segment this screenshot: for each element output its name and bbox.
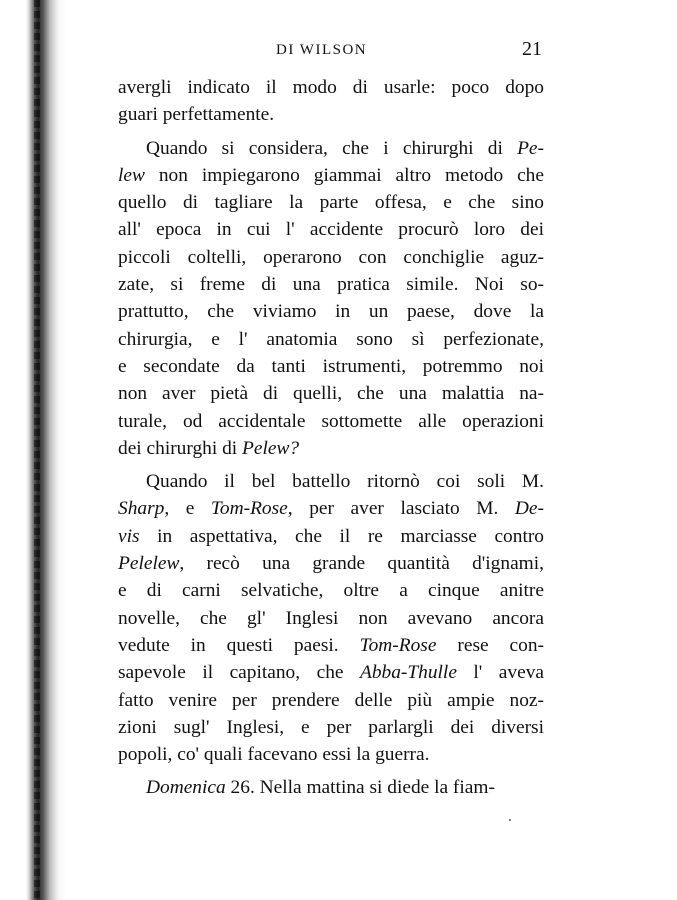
- text-line: [118, 687, 544, 714]
- text-line: [118, 326, 544, 353]
- text-line: [118, 577, 544, 604]
- page-number: 21: [522, 38, 542, 60]
- text-run: turale, od accidentale sottomette alle operazioni: [118, 410, 544, 432]
- italic-text: Pelelew: [118, 553, 180, 575]
- text-line: [118, 298, 544, 325]
- text-line: [118, 101, 544, 128]
- text-line: [118, 523, 544, 550]
- italic-text: Pe-: [517, 137, 544, 159]
- text-run: e secondate da tanti istrumenti, potremmo noi: [118, 355, 544, 377]
- text-run: non aver pietà di quelli, che una malattia na-: [118, 383, 544, 405]
- text-run: all' epoca in cui l' accidente procurò loro dei: [118, 219, 544, 241]
- text-line: [118, 244, 544, 271]
- text-run: popoli, co' quali facevano essi la guerra.: [118, 744, 430, 766]
- text-run: guari perfettamente.: [118, 104, 275, 126]
- text-line: [118, 189, 544, 216]
- text-line: [118, 774, 544, 801]
- italic-text: Pelew?: [242, 437, 300, 459]
- text-line: [118, 74, 544, 101]
- text-line: [118, 380, 544, 407]
- text-run: , recò una grande quantità d'ignami,: [179, 553, 544, 575]
- text-run: vedute in questi paesi.: [118, 634, 360, 656]
- body-text: [118, 74, 544, 802]
- text-line: [118, 632, 544, 659]
- text-line: [118, 550, 544, 577]
- text-run: dei chirurghi di: [118, 437, 243, 459]
- italic-text: lew: [118, 164, 145, 186]
- page-header: [118, 38, 542, 68]
- text-run: avergli indicato il modo di usarle: poco dopo: [118, 77, 544, 98]
- text-line: [118, 495, 544, 522]
- text-line: [118, 714, 544, 741]
- text-line: [118, 605, 544, 632]
- paper-speck: [509, 819, 511, 821]
- text-run: zate, si freme di una pratica simile. Noi so-: [118, 274, 544, 296]
- text-line: [118, 271, 544, 298]
- text-line: [118, 216, 544, 243]
- text-run: Quando il bel battello ritornò coi soli M.: [146, 471, 544, 493]
- italic-text: vis: [118, 525, 140, 547]
- text-line: [118, 353, 544, 380]
- italic-text: Abba-Thulle: [359, 662, 457, 684]
- text-run: prattutto, che viviamo in un paese, dove la: [118, 301, 544, 323]
- text-line: [118, 135, 544, 162]
- text-run: Quando si considera, che i chirurghi di: [146, 137, 518, 159]
- text-line: [118, 741, 544, 768]
- text-line: [118, 408, 544, 435]
- book-binding-edge: [0, 0, 66, 900]
- italic-text: De-: [514, 498, 544, 520]
- text-run: 26. Nella mattina si diede la fiam-: [225, 777, 495, 799]
- text-run: , per aver lasciato M.: [287, 498, 515, 520]
- text-run: in aspettativa, che il re marciasse contro: [139, 525, 544, 547]
- italic-text: Sharp: [118, 498, 165, 520]
- text-run: piccoli coltelli, operarono con conchiglie aguz-: [118, 246, 544, 268]
- text-run: l' aveva: [456, 662, 544, 684]
- text-run: novelle, che gl' Inglesi non avevano ancora: [118, 607, 544, 629]
- italic-text: Domenica: [146, 777, 226, 799]
- text-run: fatto venire per prendere delle più ampie noz-: [118, 689, 544, 711]
- text-run: zioni sugl' Inglesi, e per parlargli dei diversi: [118, 716, 544, 738]
- italic-text: Tom-Rose: [210, 498, 288, 520]
- text-line: [118, 435, 544, 462]
- text-run: , e: [164, 498, 211, 520]
- text-run: non impiegarono giammai altro metodo che: [144, 164, 544, 186]
- text-run: sapevole il capitano, che: [118, 662, 360, 684]
- text-line: [118, 162, 544, 189]
- text-line: [118, 659, 544, 686]
- text-run: chirurgia, e l' anatomia sono sì perfezionate,: [118, 328, 544, 350]
- text-run: e di carni selvatiche, oltre a cinque anitre: [118, 580, 544, 602]
- text-run: quello di tagliare la parte offesa, e che sino: [118, 192, 544, 214]
- text-line: [118, 468, 544, 495]
- running-head: DI WILSON: [276, 42, 368, 58]
- text-run: rese con-: [436, 634, 545, 656]
- italic-text: Tom-Rose: [359, 634, 437, 656]
